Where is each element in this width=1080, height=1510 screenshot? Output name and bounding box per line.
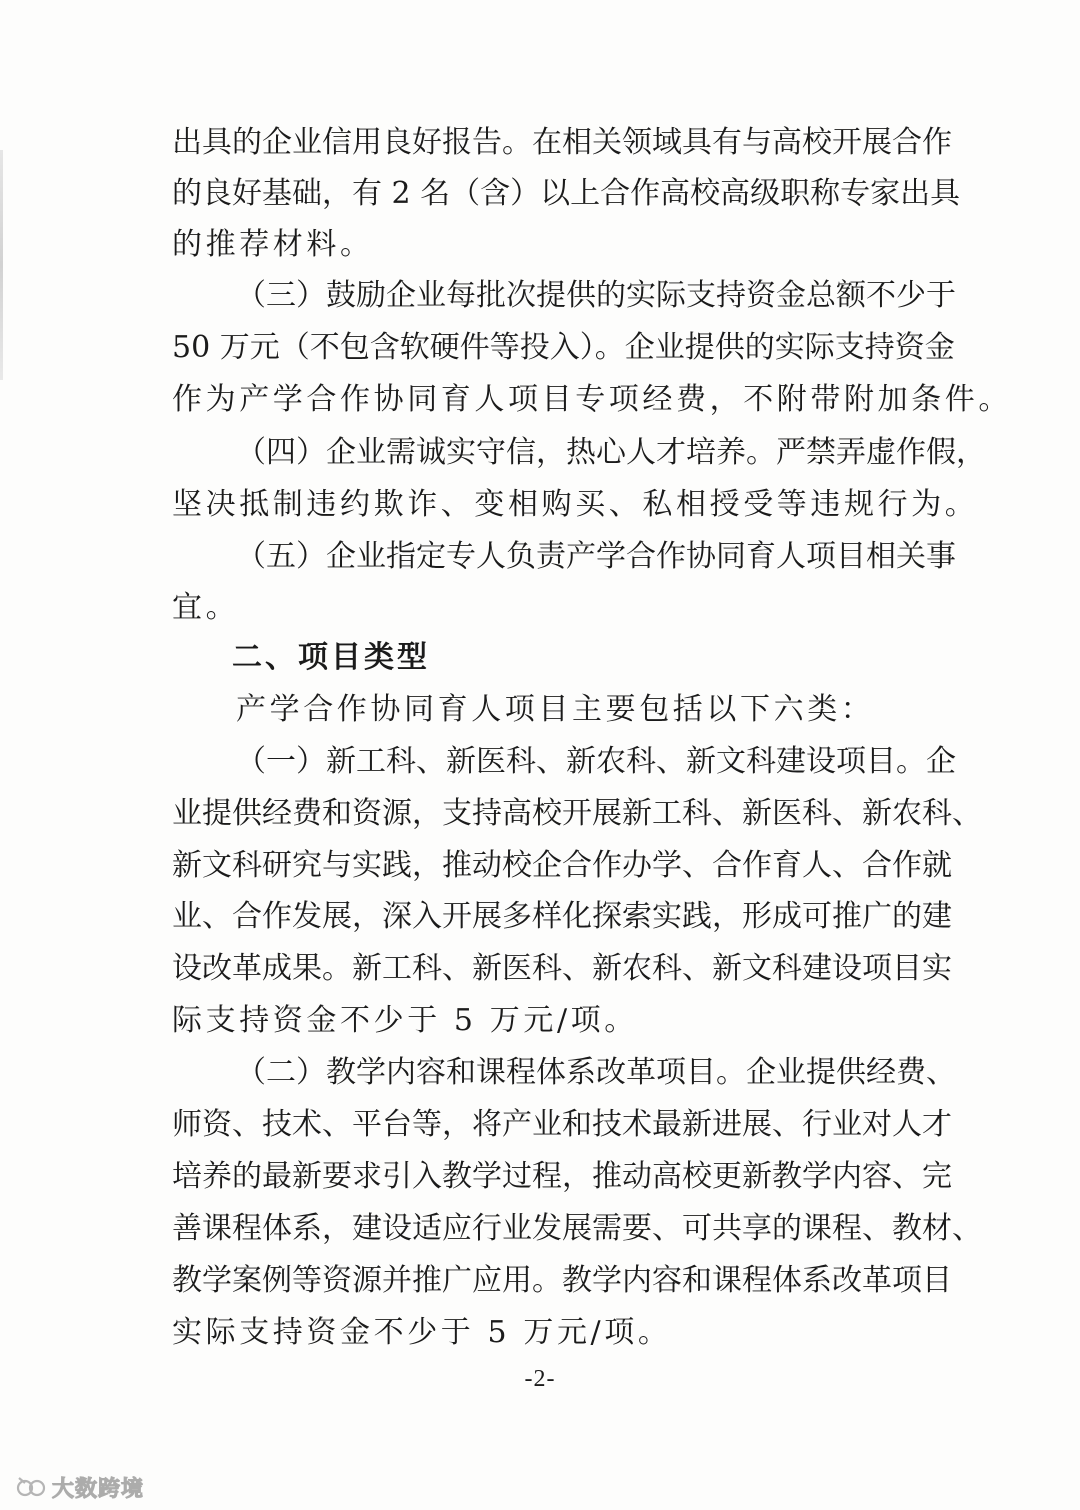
text-line: 作为产学合作协同育人项目专项经费，不附带附加条件。 <box>172 382 1012 417</box>
text-line: 业提供经费和资源，支持高校开展新工科、新医科、新农科、 <box>172 796 982 831</box>
text-line: （一）新工科、新医科、新农科、新文科建设项目。企 <box>236 744 956 779</box>
text-line: 的良好基础，有 2 名（含）以上合作高校高级职称专家出具 <box>172 176 961 211</box>
page-number: -2- <box>524 1366 556 1392</box>
text-line: 际支持资金不少于 5 万元/项。 <box>172 1003 638 1038</box>
text-line: 50 万元（不包含软硬件等投入）。企业提供的实际支持资金 <box>172 330 955 365</box>
watermark <box>16 1470 144 1504</box>
text-line: 善课程体系，建设适应行业发展需要、可共享的课程、教材、 <box>172 1211 982 1246</box>
text-line: （二）教学内容和课程体系改革项目。企业提供经费、 <box>236 1055 956 1090</box>
section-heading: 二、项目类型 <box>232 640 430 675</box>
text-line: 的推荐材料。 <box>172 227 374 262</box>
text-line: 实际支持资金不少于 5 万元/项。 <box>172 1315 672 1350</box>
text-line: 产学合作协同育人项目主要包括以下六类： <box>236 692 875 727</box>
text-line: （四）企业需诚实守信，热心人才培养。严禁弄虚作假， <box>236 435 986 470</box>
text-line: 培养的最新要求引入教学过程，推动高校更新教学内容、完 <box>172 1159 952 1194</box>
text-line: 新文科研究与实践，推动校企合作办学、合作育人、合作就 <box>172 848 952 883</box>
scan-edge-mark <box>0 150 3 380</box>
watermark-text: 大数跨境 <box>52 1476 145 1502</box>
text-line: 坚决抵制违约欺诈、变相购买、私相授受等违规行为。 <box>172 487 979 522</box>
text-line: 师资、技术、平台等，将产业和技术最新进展、行业对人才 <box>172 1107 952 1142</box>
text-line: （三）鼓励企业每批次提供的实际支持资金总额不少于 <box>236 278 956 313</box>
text-line: 宜。 <box>172 590 240 625</box>
text-line: 业、合作发展，深入开展多样化探索实践，形成可推广的建 <box>172 899 952 934</box>
text-line: 出具的企业信用良好报告。在相关领域具有与高校开展合作 <box>172 125 952 160</box>
logo-icon <box>16 1474 46 1500</box>
text-line: （五）企业指定专人负责产学合作协同育人项目相关事 <box>236 539 956 574</box>
text-line: 教学案例等资源并推广应用。教学内容和课程体系改革项目 <box>172 1263 952 1298</box>
text-line: 设改革成果。新工科、新医科、新农科、新文科建设项目实 <box>172 951 952 986</box>
